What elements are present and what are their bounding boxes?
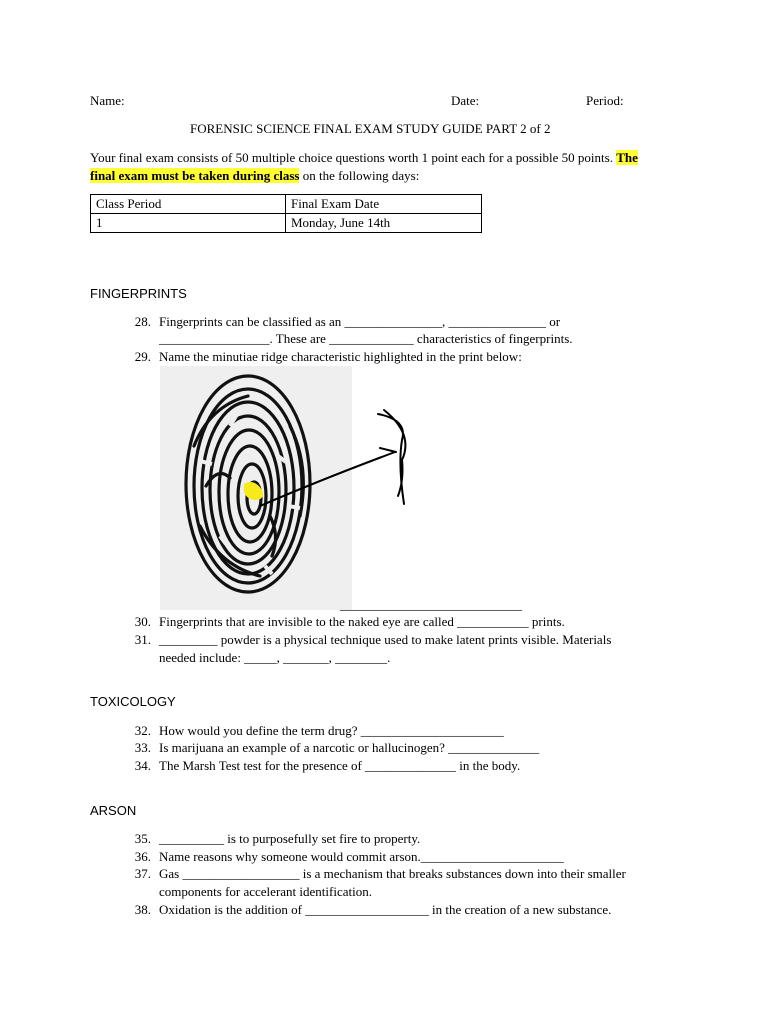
question-29-line-1: Name the minutiae ridge characteristic highlighted in the print below: bbox=[159, 349, 522, 364]
question-36-line-1: Name reasons why someone would commit arson.______________________ bbox=[159, 849, 564, 864]
pointer-line-drawing bbox=[250, 400, 420, 520]
intro-text-a: Your final exam consists of 50 multiple choice questions worth 1 point each for a possible 50 points. bbox=[90, 150, 613, 165]
intro-highlight-b: final exam must be taken during class bbox=[90, 168, 300, 183]
table-header-cell: Final Exam Date bbox=[286, 195, 482, 214]
question-number: 36. bbox=[134, 849, 151, 864]
question-number: 30. bbox=[134, 614, 151, 629]
exam-schedule-table bbox=[90, 194, 482, 233]
page-title: FORENSIC SCIENCE FINAL EXAM STUDY GUIDE PART 2 of 2 bbox=[190, 121, 551, 136]
question-31-line-2: needed include: _____, _______, ________. bbox=[159, 650, 391, 665]
question-number: 29. bbox=[134, 349, 151, 364]
intro-text-b: on the following days: bbox=[302, 168, 420, 183]
question-number: 34. bbox=[134, 758, 151, 773]
question-37-line-1: Gas __________________ is a mechanism that breaks substances down into their smaller bbox=[159, 866, 626, 881]
question-33-line-1: Is marijuana an example of a narcotic or hallucinogen? ______________ bbox=[159, 740, 540, 755]
question-31-line-1: _________ powder is a physical technique used to make latent prints visible. Materials bbox=[159, 632, 612, 647]
question-37-line-2: components for accelerant identification. bbox=[159, 884, 372, 899]
intro-line-1 bbox=[90, 150, 638, 166]
question-28-line-2: _________________. These are _____________ characteristics of fingerprints. bbox=[159, 331, 573, 346]
question-28-line-1: Fingerprints can be classified as an _______________, _______________ or bbox=[159, 314, 561, 329]
intro-highlight-a: The bbox=[616, 150, 638, 165]
question-number: 32. bbox=[134, 723, 151, 738]
section-heading-arson: ARSON bbox=[90, 803, 137, 818]
question-34-line-1: The Marsh Test test for the presence of ______________ in the body. bbox=[159, 758, 521, 773]
intro-line-2 bbox=[90, 168, 419, 184]
question-number: 33. bbox=[134, 740, 151, 755]
question-32-line-1: How would you define the term drug? ______________________ bbox=[159, 723, 504, 738]
table-row bbox=[91, 214, 482, 233]
date-label: Date: bbox=[451, 93, 480, 108]
table-header-row bbox=[91, 195, 482, 214]
name-label: Name: bbox=[90, 93, 125, 108]
section-heading-fingerprints: FINGERPRINTS bbox=[90, 286, 187, 301]
question-30-line-1: Fingerprints that are invisible to the naked eye are called ___________ prints. bbox=[159, 614, 565, 629]
question-number: 31. bbox=[134, 632, 151, 647]
table-header-cell: Class Period bbox=[91, 195, 286, 214]
question-number: 38. bbox=[134, 902, 151, 917]
question-38-line-1: Oxidation is the addition of ___________________ in the creation of a new substance. bbox=[159, 902, 612, 917]
question-number: 37. bbox=[134, 866, 151, 881]
period-label: Period: bbox=[586, 93, 624, 108]
answer-blank: ____________________________ bbox=[340, 597, 522, 612]
question-number: 35. bbox=[134, 831, 151, 846]
question-35-line-1: __________ is to purposefully set fire to property. bbox=[159, 831, 421, 846]
section-heading-toxicology: TOXICOLOGY bbox=[90, 694, 176, 709]
table-cell: Monday, June 14th bbox=[286, 214, 482, 233]
table-cell: 1 bbox=[91, 214, 286, 233]
question-number: 28. bbox=[134, 314, 151, 329]
